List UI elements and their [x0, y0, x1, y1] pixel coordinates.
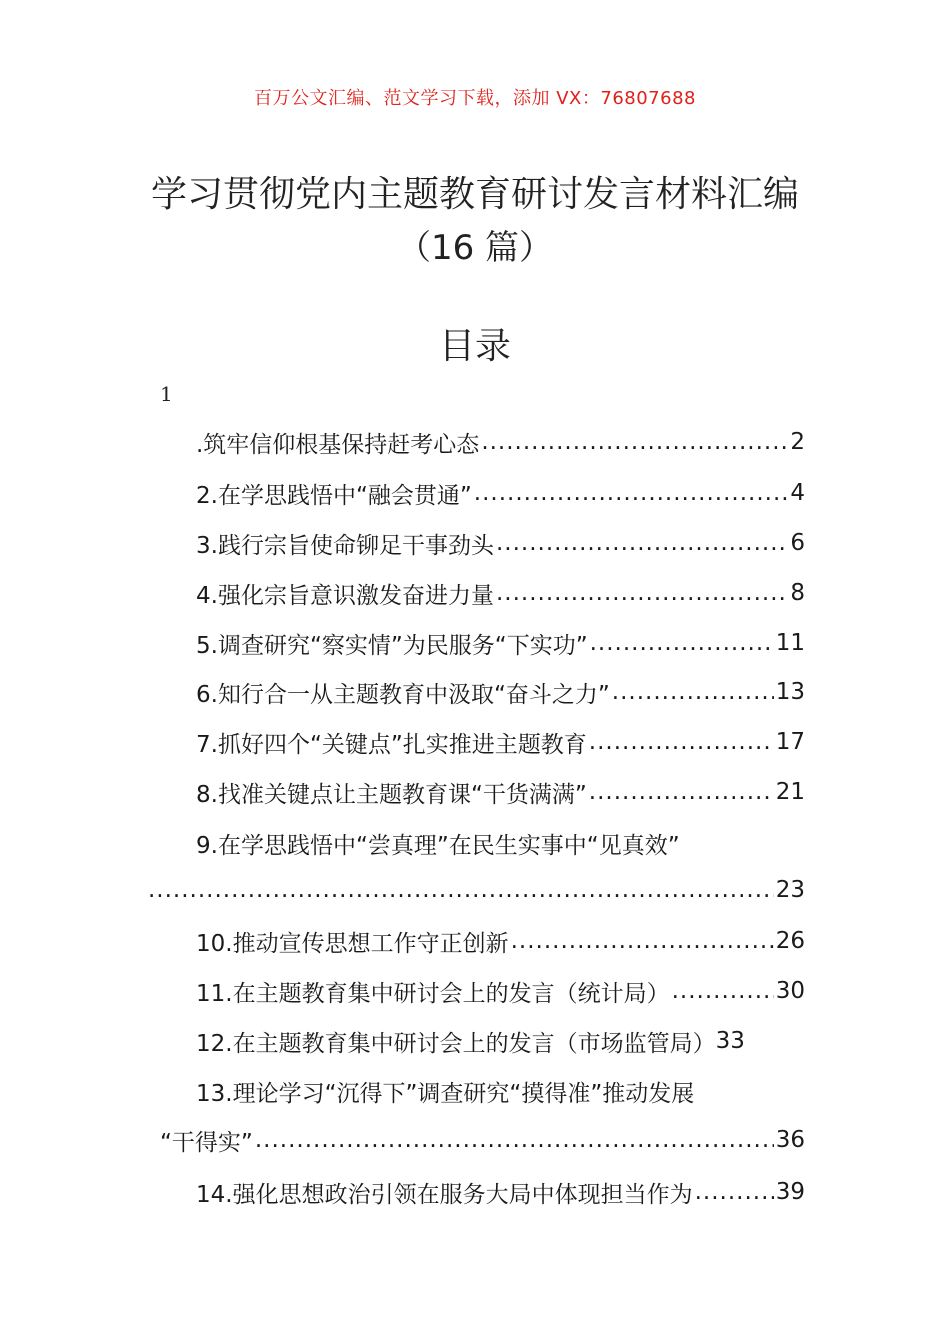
toc-entry-3[interactable] — [196, 525, 805, 561]
toc-entry-text: 5.调查研究“察实情”为民服务“下实功” — [196, 632, 588, 659]
toc-page-number: 17 — [775, 729, 805, 755]
toc-page-number: 13 — [775, 679, 805, 705]
toc-leader — [511, 928, 774, 954]
toc-page-number: 33 — [715, 1028, 745, 1054]
toc-entry-10[interactable] — [196, 923, 805, 959]
toc-entry-7[interactable] — [196, 724, 805, 760]
toc-entry-6[interactable] — [196, 674, 805, 710]
toc-leader — [148, 877, 774, 903]
toc-entry-text: 11.在主题教育集中研讨会上的发言（统计局） — [196, 980, 670, 1007]
document-subtitle: （16 篇） — [396, 228, 554, 268]
toc-entry-11[interactable] — [196, 973, 805, 1009]
toc-entry-text: 6.知行合一从主题教育中汲取“奋斗之力” — [196, 681, 610, 708]
toc-entry-5[interactable] — [196, 625, 805, 661]
document-title: 学习贯彻党内主题教育研讨发言材料汇编 — [150, 174, 799, 215]
toc-leader — [589, 729, 774, 755]
toc-entry-9-continued[interactable] — [146, 872, 805, 908]
toc-entry-12[interactable] — [196, 1023, 805, 1059]
page-marker: 1 — [160, 382, 173, 406]
toc-page-number: 30 — [775, 978, 805, 1004]
toc-page-number: 8 — [790, 580, 805, 606]
toc-entry-text: 4.强化宗旨意识激发奋进力量 — [196, 582, 494, 609]
toc-page-number: 6 — [790, 530, 805, 556]
toc-page-number: 11 — [775, 630, 805, 656]
toc-entry-8[interactable] — [196, 774, 805, 810]
toc-page-number: 21 — [775, 779, 805, 805]
toc-entry-text: 10.推动宣传思想工作守正创新 — [196, 930, 509, 957]
toc-leader — [612, 679, 774, 705]
toc-page-number: 26 — [775, 928, 805, 954]
toc-leader — [481, 429, 788, 455]
toc-entry-text: .筑牢信仰根基保持赶考心态 — [196, 431, 480, 458]
toc-leader — [255, 1127, 774, 1153]
toc-leader — [496, 530, 788, 556]
toc-leader — [474, 480, 789, 506]
toc-entry-text: 3.践行宗旨使命铆足干事劲头 — [196, 532, 494, 559]
toc-entry-text-continued: “干得实” — [160, 1129, 253, 1156]
toc-page-number: 36 — [775, 1127, 805, 1153]
toc-entry-text: 13.理论学习“沉得下”调查研究“摸得准”推动发展 — [196, 1080, 695, 1107]
toc-page-number: 4 — [790, 480, 805, 506]
toc-entry-13[interactable] — [196, 1073, 805, 1109]
toc-entry-text: 14.强化思想政治引领在服务大局中体现担当作为 — [196, 1181, 693, 1208]
toc-leader — [590, 630, 774, 656]
toc-leader — [695, 1179, 774, 1205]
toc-heading: 目录 — [438, 326, 511, 367]
toc-entry-text: 9.在学思践悟中“尝真理”在民生实事中“见真效” — [196, 832, 680, 859]
toc-page-number: 23 — [775, 877, 805, 903]
toc-entry-4[interactable] — [196, 575, 805, 611]
toc-entry-14[interactable] — [196, 1174, 805, 1210]
toc-leader — [496, 580, 788, 606]
toc-entry-2[interactable] — [196, 475, 805, 511]
toc-entry-9[interactable] — [196, 825, 805, 861]
toc-entry-text: 7.抓好四个“关键点”扎实推进主题教育 — [196, 731, 587, 758]
toc-entry-text: 12.在主题教育集中研讨会上的发言（市场监管局） — [196, 1030, 716, 1057]
header-promo-note: 百万公文汇编、范文学习下载，添加 VX：76807688 — [254, 88, 696, 109]
toc-leader — [589, 779, 774, 805]
toc-entry-1[interactable] — [196, 424, 805, 460]
toc-leader — [672, 978, 774, 1004]
toc-entry-text: 8.找准关键点让主题教育课“干货满满” — [196, 781, 587, 808]
toc-page-number: 2 — [790, 429, 805, 455]
toc-entry-text: 2.在学思践悟中“融会贯通” — [196, 482, 472, 509]
toc-page-number: 39 — [775, 1179, 805, 1205]
toc-entry-13-continued[interactable] — [160, 1122, 805, 1158]
